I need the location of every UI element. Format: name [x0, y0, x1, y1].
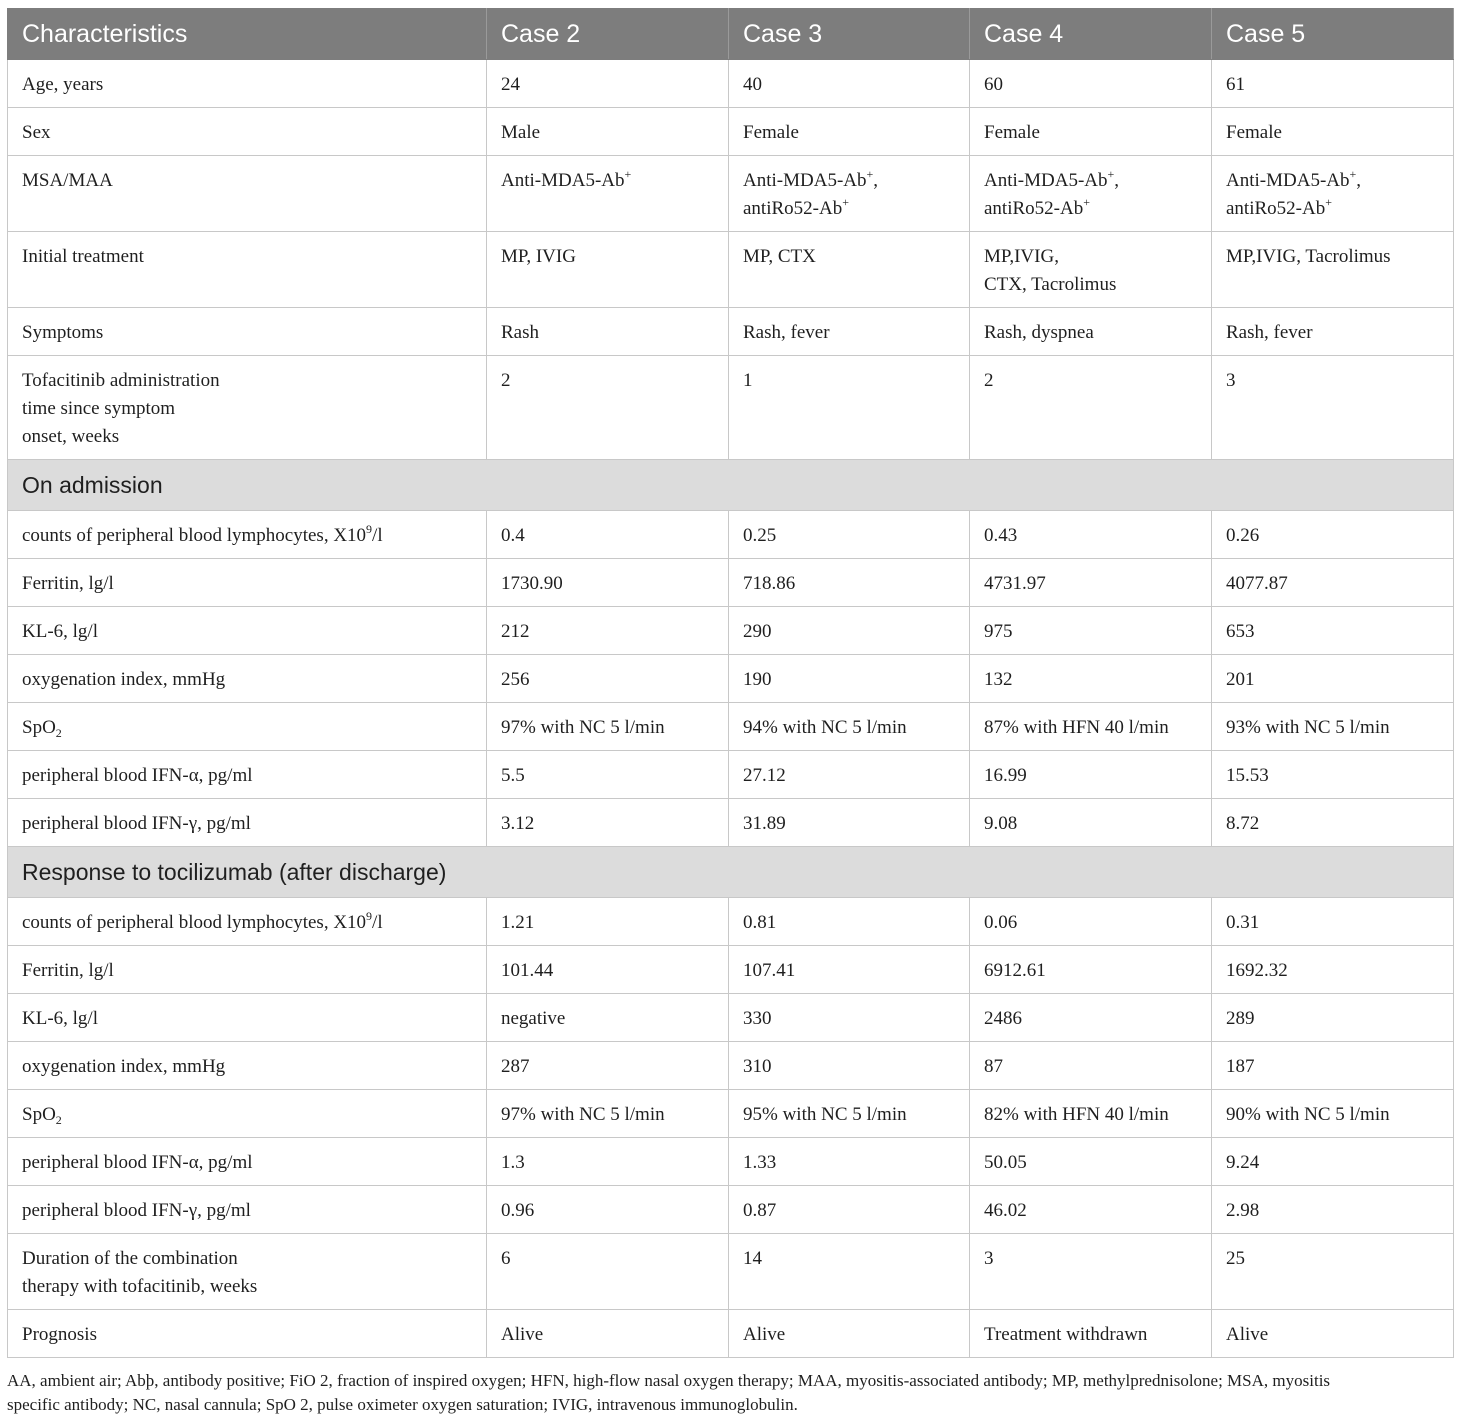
cell-value: 27.12: [743, 765, 786, 786]
cell-text: CTX, Tacrolimus: [984, 274, 1117, 295]
table-row: [8, 703, 1454, 751]
cell-case-5: [1212, 511, 1454, 559]
cell-text: MP, CTX: [743, 246, 816, 267]
row-label-text: peripheral blood IFN-α, pg/ml: [22, 1152, 253, 1173]
row-label-suffix: /l: [372, 525, 383, 546]
row-label-line: onset, weeks: [22, 426, 120, 447]
row-label-subscript: 2: [55, 726, 62, 740]
cell-line-1: [743, 167, 955, 195]
cell-case-3: [729, 994, 970, 1042]
cell-value: Rash, fever: [1226, 322, 1313, 343]
header-case-2: Case 2: [487, 9, 729, 60]
row-label-subscript: 2: [55, 1113, 62, 1127]
cell-value: 16.99: [984, 765, 1027, 786]
cell-line-1: [984, 243, 1197, 271]
table-header: [8, 9, 1454, 60]
cell-line-2: [1226, 195, 1439, 223]
cell-case-3: [729, 1090, 970, 1138]
row-label-text: counts of peripheral blood lymphocytes, X10: [22, 525, 367, 546]
cell-case-5: [1212, 1042, 1454, 1090]
cell-case-3: [729, 1310, 970, 1358]
row-label: [8, 655, 487, 703]
cell-value: Female: [984, 122, 1040, 143]
cell-case-2: [487, 1090, 729, 1138]
cell-case-5: [1212, 946, 1454, 994]
cell-value: 1730.90: [501, 573, 563, 594]
cell-case-3: [729, 1234, 970, 1310]
cell-case-2: [487, 994, 729, 1042]
cell-superscript: +: [1083, 195, 1090, 209]
cell-case-4: [970, 1186, 1212, 1234]
cell-case-4: [970, 1310, 1212, 1358]
cell-value: 8.72: [1226, 813, 1260, 834]
cell-value: 46.02: [984, 1200, 1027, 1221]
table-row: [8, 799, 1454, 847]
cell-value: Rash: [501, 322, 539, 343]
cell-text: Anti-MDA5-Ab: [743, 170, 867, 191]
cell-case-3: [729, 1042, 970, 1090]
cell-line-1: [501, 243, 714, 271]
table-footnote: [7, 1369, 1453, 1417]
row-label: [8, 1090, 487, 1138]
cell-case-2: [487, 1234, 729, 1310]
cell-value: 718.86: [743, 573, 796, 594]
cell-case-4: [970, 898, 1212, 946]
row-label: [8, 946, 487, 994]
cell-value: 50.05: [984, 1152, 1027, 1173]
cell-value: Alive: [743, 1324, 786, 1345]
cell-case-3: [729, 1186, 970, 1234]
cell-line-1: [984, 167, 1197, 195]
row-label: [8, 108, 487, 156]
row-label: [8, 308, 487, 356]
cell-case-3: [729, 946, 970, 994]
cell-case-5: [1212, 1234, 1454, 1310]
cell-case-4: [970, 559, 1212, 607]
cell-value: 14: [743, 1248, 762, 1269]
cell-value: 25: [1226, 1248, 1245, 1269]
cell-superscript: +: [842, 195, 849, 209]
cell-value: Rash, dyspnea: [984, 322, 1094, 343]
cell-punct: ,: [1356, 170, 1362, 191]
section-on-admission: [8, 460, 1454, 511]
cell-text: Anti-MDA5-Ab: [984, 170, 1108, 191]
row-label: [8, 60, 487, 108]
table-row: [8, 356, 1454, 460]
cell-value: 2: [984, 370, 994, 391]
cell-line-1: [1226, 243, 1439, 271]
row-label-suffix: /l: [372, 912, 383, 933]
cell-value: 0.26: [1226, 525, 1260, 546]
table-row: [8, 751, 1454, 799]
row-label-text: peripheral blood IFN-α, pg/ml: [22, 765, 253, 786]
row-label: [8, 232, 487, 308]
cell-case-4: [970, 703, 1212, 751]
cell-case-3: [729, 703, 970, 751]
cell-case-2: [487, 232, 729, 308]
row-label-text: oxygenation index, mmHg: [22, 669, 226, 690]
cell-value: Female: [1226, 122, 1282, 143]
header-case-4: Case 4: [970, 9, 1212, 60]
cell-case-5: [1212, 994, 1454, 1042]
cell-case-2: [487, 356, 729, 460]
row-label: [8, 1042, 487, 1090]
cell-case-3: [729, 232, 970, 308]
table-row: [8, 156, 1454, 232]
cell-value: 107.41: [743, 960, 796, 981]
cell-value: 0.25: [743, 525, 777, 546]
cell-value: 190: [743, 669, 772, 690]
row-label-text: counts of peripheral blood lymphocytes, X10: [22, 912, 367, 933]
cell-value: 94% with NC 5 l/min: [743, 717, 907, 738]
cell-value: negative: [501, 1008, 566, 1029]
cell-line-2: [743, 195, 955, 223]
cell-case-2: [487, 1138, 729, 1186]
cell-case-4: [970, 655, 1212, 703]
row-label: [8, 1186, 487, 1234]
cell-text: MP,IVIG,: [984, 246, 1059, 267]
row-label-text: Age, years: [22, 74, 104, 95]
cell-line-2: [984, 271, 1197, 299]
cell-text: antiRo52-Ab: [1226, 198, 1326, 219]
cell-value: Alive: [501, 1324, 544, 1345]
cell-value: 31.89: [743, 813, 786, 834]
cell-case-2: [487, 60, 729, 108]
row-label: [8, 156, 487, 232]
cell-line-1: [501, 167, 714, 195]
cell-value: 40: [743, 74, 762, 95]
cell-case-4: [970, 108, 1212, 156]
cell-case-2: [487, 946, 729, 994]
cell-text: MP,IVIG, Tacrolimus: [1226, 246, 1391, 267]
cell-case-3: [729, 108, 970, 156]
table-row: [8, 946, 1454, 994]
cell-value: 1: [743, 370, 753, 391]
cell-case-2: [487, 1186, 729, 1234]
cell-text: Anti-MDA5-Ab: [1226, 170, 1350, 191]
cell-value: 132: [984, 669, 1013, 690]
table-row: [8, 559, 1454, 607]
cell-case-4: [970, 994, 1212, 1042]
cell-value: 289: [1226, 1008, 1255, 1029]
cell-value: 0.06: [984, 912, 1018, 933]
cell-case-2: [487, 1042, 729, 1090]
cell-value: Male: [501, 122, 541, 143]
cell-line-2: [984, 195, 1197, 223]
cell-value: 3: [1226, 370, 1236, 391]
cell-value: 97% with NC 5 l/min: [501, 717, 665, 738]
cell-superscript: +: [1325, 195, 1332, 209]
row-label: [8, 799, 487, 847]
cell-punct: ,: [873, 170, 879, 191]
cell-case-3: [729, 156, 970, 232]
cell-case-4: [970, 511, 1212, 559]
row-label: [8, 511, 487, 559]
cell-case-4: [970, 607, 1212, 655]
table-body: [8, 60, 1454, 1358]
cell-text: MP, IVIG: [501, 246, 576, 267]
cell-value: 3.12: [501, 813, 535, 834]
cell-value: 2486: [984, 1008, 1022, 1029]
table-row: [8, 308, 1454, 356]
cell-case-5: [1212, 232, 1454, 308]
cell-value: 975: [984, 621, 1013, 642]
cell-value: 0.4: [501, 525, 525, 546]
cell-value: 3: [984, 1248, 994, 1269]
row-label-text: SpO: [22, 1104, 56, 1125]
cell-case-4: [970, 1234, 1212, 1310]
table-row: [8, 1042, 1454, 1090]
cell-value: 97% with NC 5 l/min: [501, 1104, 665, 1125]
table-row: [8, 108, 1454, 156]
cell-case-2: [487, 156, 729, 232]
row-label-text: KL-6, lg/l: [22, 1008, 98, 1029]
cell-value: 6: [501, 1248, 511, 1269]
row-label-line: time since symptom: [22, 398, 176, 419]
row-label-text: Ferritin, lg/l: [22, 960, 114, 981]
cell-line-1: [743, 243, 955, 271]
cell-superscript: +: [1107, 167, 1115, 181]
cell-value: Alive: [1226, 1324, 1269, 1345]
row-label-line: therapy with tofacitinib, weeks: [22, 1276, 258, 1297]
cell-value: 212: [501, 621, 530, 642]
cell-value: 1.33: [743, 1152, 777, 1173]
table-row: [8, 994, 1454, 1042]
cell-case-5: [1212, 60, 1454, 108]
table-row: [8, 1186, 1454, 1234]
cell-value: 95% with NC 5 l/min: [743, 1104, 907, 1125]
cell-value: 15.53: [1226, 765, 1269, 786]
row-label-text: oxygenation index, mmHg: [22, 1056, 226, 1077]
row-label: [8, 607, 487, 655]
cell-case-3: [729, 559, 970, 607]
cell-case-5: [1212, 751, 1454, 799]
row-label: [8, 1138, 487, 1186]
cell-case-2: [487, 1310, 729, 1358]
cell-value: 0.31: [1226, 912, 1260, 933]
cell-case-5: [1212, 156, 1454, 232]
cell-case-5: [1212, 1186, 1454, 1234]
cell-value: 290: [743, 621, 772, 642]
row-label: [8, 703, 487, 751]
row-label-text: Ferritin, lg/l: [22, 573, 114, 594]
cell-value: 1692.32: [1226, 960, 1288, 981]
cell-value: 653: [1226, 621, 1255, 642]
cell-case-5: [1212, 308, 1454, 356]
cell-value: 93% with NC 5 l/min: [1226, 717, 1390, 738]
cell-case-2: [487, 703, 729, 751]
header-row: [8, 9, 1454, 60]
cell-value: Female: [743, 122, 799, 143]
cell-line-1: [1226, 167, 1439, 195]
row-label-text: Prognosis: [22, 1324, 97, 1345]
cell-value: 2.98: [1226, 1200, 1260, 1221]
header-case-5: Case 5: [1212, 9, 1454, 60]
cell-case-2: [487, 655, 729, 703]
cell-value: 0.96: [501, 1200, 535, 1221]
cell-case-3: [729, 655, 970, 703]
row-label-superscript: 9: [366, 522, 373, 536]
table-row: [8, 1138, 1454, 1186]
cell-case-5: [1212, 1090, 1454, 1138]
cell-text: antiRo52-Ab: [743, 198, 843, 219]
row-label: [8, 1234, 487, 1310]
header-case-3: Case 3: [729, 9, 970, 60]
cell-value: 101.44: [501, 960, 554, 981]
row-label-text: Initial treatment: [22, 246, 144, 267]
row-label-text: KL-6, lg/l: [22, 621, 98, 642]
cell-case-4: [970, 751, 1212, 799]
cell-case-2: [487, 751, 729, 799]
cell-case-3: [729, 308, 970, 356]
section-response-to-tocilizumab-label: Response to tocilizumab (after discharge): [8, 847, 1454, 898]
row-label-text: peripheral blood IFN-γ, pg/ml: [22, 1200, 251, 1221]
row-label-text: Sex: [22, 122, 51, 143]
cell-case-4: [970, 946, 1212, 994]
cell-value: 4077.87: [1226, 573, 1288, 594]
clinical-table-container: [7, 8, 1453, 1358]
cell-superscript: +: [1349, 167, 1357, 181]
cell-case-2: [487, 511, 729, 559]
cell-case-5: [1212, 703, 1454, 751]
cell-text: Anti-MDA5-Ab: [501, 170, 625, 191]
table-row: [8, 898, 1454, 946]
cell-value: 90% with NC 5 l/min: [1226, 1104, 1390, 1125]
cell-value: 9.24: [1226, 1152, 1260, 1173]
cell-value: 201: [1226, 669, 1255, 690]
cell-value: 60: [984, 74, 1003, 95]
cell-value: 2: [501, 370, 511, 391]
cell-case-4: [970, 356, 1212, 460]
cell-case-3: [729, 799, 970, 847]
cell-case-5: [1212, 1310, 1454, 1358]
cell-value: 256: [501, 669, 530, 690]
table-row: [8, 1090, 1454, 1138]
table-row: [8, 511, 1454, 559]
section-response-to-tocilizumab: [8, 847, 1454, 898]
cell-text: antiRo52-Ab: [984, 198, 1084, 219]
row-label: [8, 559, 487, 607]
row-label: [8, 898, 487, 946]
cell-case-5: [1212, 559, 1454, 607]
cell-case-4: [970, 1090, 1212, 1138]
row-label-line: Duration of the combination: [22, 1248, 238, 1269]
cell-case-4: [970, 156, 1212, 232]
cell-value: 187: [1226, 1056, 1255, 1077]
cell-case-2: [487, 607, 729, 655]
cell-value: 287: [501, 1056, 530, 1077]
cell-case-4: [970, 308, 1212, 356]
section-on-admission-label: On admission: [8, 460, 1454, 511]
cell-superscript: +: [624, 167, 632, 181]
cell-case-3: [729, 898, 970, 946]
cell-value: 0.81: [743, 912, 777, 933]
cell-value: 82% with HFN 40 l/min: [984, 1104, 1169, 1125]
cell-value: 1.21: [501, 912, 535, 933]
row-label-superscript: 9: [366, 909, 373, 923]
cell-case-5: [1212, 799, 1454, 847]
cell-value: 330: [743, 1008, 772, 1029]
cell-punct: ,: [1114, 170, 1120, 191]
cell-value: 0.87: [743, 1200, 777, 1221]
cell-value: Rash, fever: [743, 322, 830, 343]
cell-value: 4731.97: [984, 573, 1046, 594]
cell-case-2: [487, 559, 729, 607]
cell-case-2: [487, 799, 729, 847]
cell-case-2: [487, 108, 729, 156]
cell-case-3: [729, 1138, 970, 1186]
cell-case-4: [970, 1138, 1212, 1186]
cell-value: 24: [501, 74, 520, 95]
row-label: [8, 356, 487, 460]
cell-value: 87: [984, 1056, 1003, 1077]
cell-value: 61: [1226, 74, 1245, 95]
row-label-line: Tofacitinib administration: [22, 370, 220, 391]
cell-value: 9.08: [984, 813, 1018, 834]
cell-value: 310: [743, 1056, 772, 1077]
cell-case-3: [729, 751, 970, 799]
cell-value: 1.3: [501, 1152, 525, 1173]
cell-value: 0.43: [984, 525, 1018, 546]
cell-case-3: [729, 356, 970, 460]
row-label-text: peripheral blood IFN-γ, pg/ml: [22, 813, 251, 834]
cell-case-4: [970, 232, 1212, 308]
cell-case-2: [487, 308, 729, 356]
cell-case-3: [729, 60, 970, 108]
table-row: [8, 1234, 1454, 1310]
cell-case-4: [970, 60, 1212, 108]
table-row: [8, 655, 1454, 703]
cell-case-5: [1212, 655, 1454, 703]
table-row: [8, 232, 1454, 308]
cell-case-5: [1212, 898, 1454, 946]
table-row: [8, 60, 1454, 108]
row-label: [8, 751, 487, 799]
row-label-text: MSA/MAA: [22, 170, 113, 191]
table-row: [8, 1310, 1454, 1358]
cell-case-4: [970, 1042, 1212, 1090]
header-characteristics: Characteristics: [8, 9, 487, 60]
cell-case-5: [1212, 356, 1454, 460]
row-label-text: SpO: [22, 717, 56, 738]
cell-value: 6912.61: [984, 960, 1046, 981]
cell-superscript: +: [866, 167, 874, 181]
cell-case-5: [1212, 108, 1454, 156]
cell-case-5: [1212, 1138, 1454, 1186]
cell-case-3: [729, 607, 970, 655]
cell-value: 87% with HFN 40 l/min: [984, 717, 1169, 738]
cell-case-2: [487, 898, 729, 946]
clinical-characteristics-table: [7, 8, 1454, 1358]
cell-case-5: [1212, 607, 1454, 655]
row-label: [8, 994, 487, 1042]
footnote-line-1: AA, ambient air; Abþ, antibody positive; FiO 2, fraction of inspired oxygen; HFN, high-flow nasal oxygen therapy; MAA, myositis-associated antibody; MP, methylprednisolone; MSA, myositis: [7, 1371, 1331, 1390]
footnote-line-2: specific antibody; NC, nasal cannula; SpO 2, pulse oximeter oxygen saturation; IVIG, intravenous immunoglobulin.: [7, 1395, 798, 1414]
cell-value: Treatment withdrawn: [984, 1324, 1148, 1345]
row-label-text: Symptoms: [22, 322, 104, 343]
cell-case-3: [729, 511, 970, 559]
cell-value: 5.5: [501, 765, 525, 786]
cell-case-4: [970, 799, 1212, 847]
table-row: [8, 607, 1454, 655]
row-label: [8, 1310, 487, 1358]
